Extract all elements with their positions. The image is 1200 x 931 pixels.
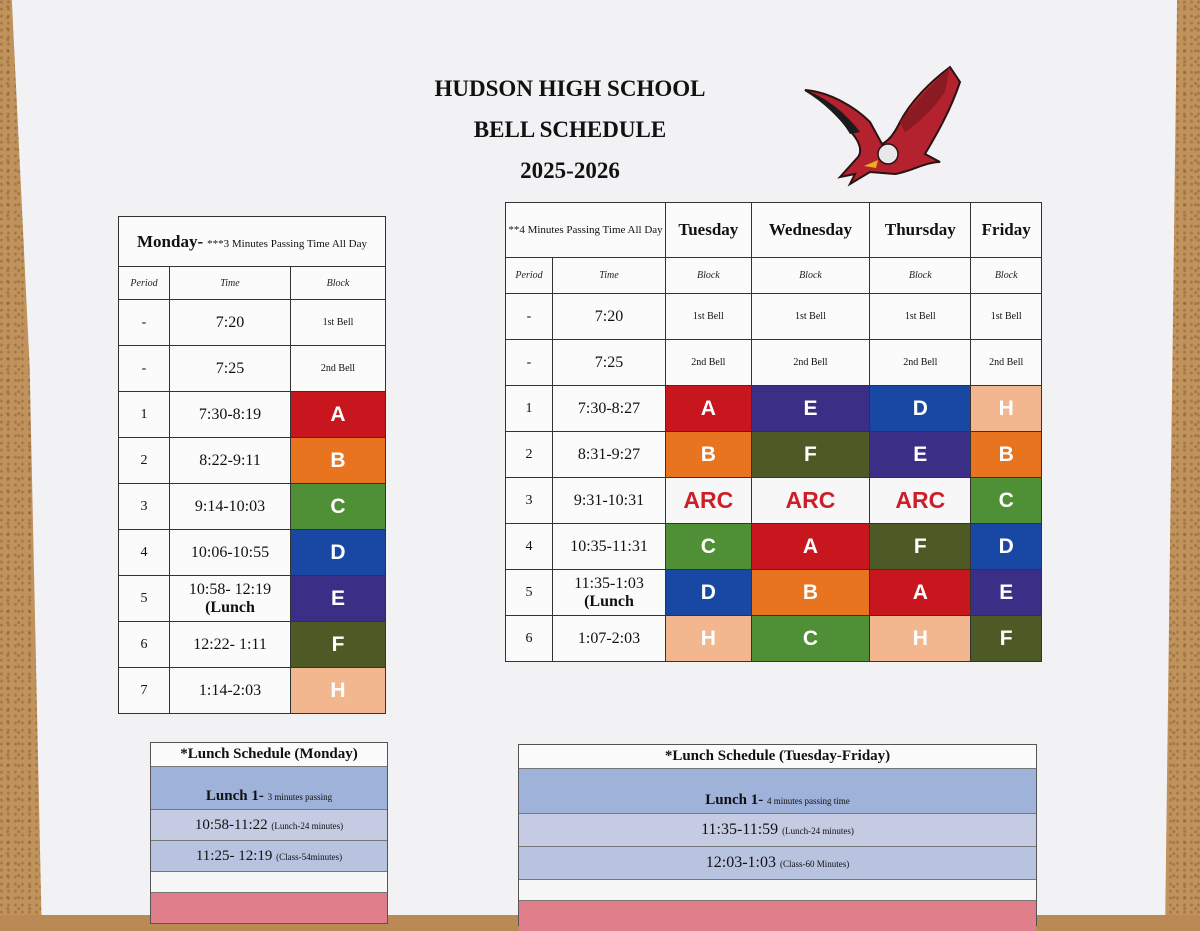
day-header-tuesday: Tuesday [666, 203, 752, 258]
week-period-cell: - [506, 340, 553, 386]
week-time-cell [553, 478, 666, 524]
school-year: 2025-2026 [520, 158, 620, 183]
block-cell-thursday: D [870, 386, 971, 432]
monday-row [119, 346, 386, 392]
week-period-cell: 5 [506, 570, 553, 616]
lunch-monday-next-row [151, 892, 387, 923]
lunch-tf-row-2-time: 12:03-1:03 [705, 854, 776, 871]
lunch-monday-row-2-note: (Class-54minutes) [276, 852, 343, 862]
lunch-tf-row-1-note: (Lunch-24 minutes) [782, 826, 854, 836]
monday-passing-note: ***3 Minutes Passing Time All Day [207, 237, 367, 250]
weekday-row [506, 386, 1042, 432]
monday-period-cell: 7 [119, 668, 170, 714]
monday-time-cell-text: 7:25 [215, 359, 245, 377]
week-period-cell: 4 [506, 524, 553, 570]
weekday-row [506, 294, 1042, 340]
block-cell-friday: E [971, 570, 1042, 616]
monday-block-cell: A [291, 392, 386, 438]
monday-period-cell: 4 [119, 530, 170, 576]
title-block [400, 68, 740, 191]
block-cell-wednesday: B [751, 570, 869, 616]
lunch-tf-spacer [519, 879, 1036, 900]
block-cell-wednesday: 1st Bell [751, 294, 869, 340]
monday-time-cell-text: 7:30-8:19 [198, 405, 262, 423]
week-time-cell [553, 524, 666, 570]
monday-schedule-table [118, 216, 386, 714]
block-cell-wednesday: ARC [751, 478, 869, 524]
monday-block-cell: 1st Bell [291, 300, 386, 346]
lunch-tf-next-row [519, 900, 1036, 931]
block-cell-thursday: E [870, 432, 971, 478]
block-col-header-wednesday: Block [751, 258, 869, 294]
day-header-wednesday: Wednesday [751, 203, 869, 258]
block-cell-friday: C [971, 478, 1042, 524]
weekday-row [506, 432, 1042, 478]
block-cell-thursday: 2nd Bell [870, 340, 971, 386]
block-cell-friday: 2nd Bell [971, 340, 1042, 386]
block-cell-thursday: 1st Bell [870, 294, 971, 340]
lunch-monday-row-1-note: (Lunch-24 minutes) [271, 821, 344, 831]
monday-period-cell: 6 [119, 622, 170, 668]
monday-row [119, 392, 386, 438]
weekday-row [506, 478, 1042, 524]
block-cell-tuesday: D [666, 570, 752, 616]
week-time-cell-text: 7:30-8:27 [577, 399, 641, 417]
block-col-header-thursday: Block [870, 258, 971, 294]
monday-period-cell: 3 [119, 484, 170, 530]
eagle-mascot-icon [800, 62, 970, 192]
lunch-tf-row-2-note: (Class-60 Minutes) [779, 859, 850, 869]
block-cell-thursday: H [870, 616, 971, 662]
block-cell-thursday: A [870, 570, 971, 616]
week-time-cell [553, 616, 666, 662]
block-cell-wednesday: E [751, 386, 869, 432]
week-period-cell: 6 [506, 616, 553, 662]
monday-period-cell: 1 [119, 392, 170, 438]
week-time-col-header: Time [553, 258, 666, 294]
monday-block-cell: 2nd Bell [291, 346, 386, 392]
block-cell-tuesday: H [666, 616, 752, 662]
week-time-cell-lunch-note: (Lunch [584, 592, 634, 610]
weekday-row [506, 340, 1042, 386]
lunch-tf-row-1-time: 11:35-11:59 [701, 821, 779, 838]
block-cell-friday: D [971, 524, 1042, 570]
block-cell-tuesday: B [666, 432, 752, 478]
week-time-cell-text: 8:31-9:27 [577, 445, 641, 463]
week-time-cell [553, 570, 666, 616]
week-time-cell [553, 340, 666, 386]
monday-time-cell [170, 392, 291, 438]
lunch-monday-heading-text: Lunch 1- [205, 788, 264, 804]
lunch-monday-row-1 [151, 809, 387, 840]
block-cell-friday: H [971, 386, 1042, 432]
lunch-tf-row-1 [519, 813, 1036, 846]
block-cell-wednesday: F [751, 432, 869, 478]
lunch-monday-heading [151, 766, 387, 809]
monday-row [119, 300, 386, 346]
monday-block-cell: E [291, 576, 386, 622]
monday-block-cell: B [291, 438, 386, 484]
monday-row [119, 622, 386, 668]
monday-header-cell [119, 217, 386, 267]
monday-time-cell [170, 438, 291, 484]
week-period-cell: - [506, 294, 553, 340]
lunch-monday-row-1-time: 10:58-11:22 [194, 817, 268, 833]
monday-time-cell-text: 1:14-2:03 [198, 681, 262, 699]
monday-day-label: Monday- [137, 231, 204, 251]
week-period-cell: 2 [506, 432, 553, 478]
day-header-friday: Friday [971, 203, 1042, 258]
monday-period-cell: - [119, 346, 170, 392]
week-time-cell [553, 386, 666, 432]
lunch-tf-heading [519, 768, 1036, 813]
monday-time-cell-lunch-note: (Lunch [205, 598, 255, 616]
monday-rows [119, 300, 386, 714]
monday-time-cell-text: 12:22- 1:11 [193, 635, 267, 653]
block-cell-friday: F [971, 616, 1042, 662]
lunch-schedule-monday [150, 742, 388, 924]
block-cell-tuesday: 2nd Bell [666, 340, 752, 386]
monday-time-cell-text: 7:20 [215, 313, 245, 331]
monday-row [119, 668, 386, 714]
weekday-row [506, 570, 1042, 616]
week-time-cell [553, 294, 666, 340]
block-cell-tuesday: A [666, 386, 752, 432]
lunch-monday-row-2-time: 11:25- 12:19 [195, 848, 273, 864]
monday-time-cell [170, 622, 291, 668]
lunch-monday-heading-note: 3 minutes passing [267, 792, 333, 802]
weekday-passing-note: **4 Minutes Passing Time All Day [506, 203, 666, 258]
monday-time-cell [170, 300, 291, 346]
monday-period-col-header: Period [119, 267, 170, 300]
schedule-title: BELL SCHEDULE [473, 117, 667, 142]
block-col-header-friday: Block [971, 258, 1042, 294]
tuesday-friday-schedule-table [505, 202, 1042, 662]
monday-time-cell-text: 10:58- 12:19 [188, 580, 272, 598]
lunch-monday-title: *Lunch Schedule (Monday) [180, 746, 358, 762]
monday-period-cell: - [119, 300, 170, 346]
monday-block-cell: H [291, 668, 386, 714]
monday-time-cell [170, 530, 291, 576]
monday-time-cell-text: 10:06-10:55 [190, 543, 270, 561]
monday-row [119, 438, 386, 484]
week-time-cell-text: 9:31-10:31 [573, 491, 645, 509]
monday-period-cell: 5 [119, 576, 170, 622]
lunch-tf-row-2 [519, 846, 1036, 879]
monday-time-col-header: Time [170, 267, 291, 300]
block-cell-friday: B [971, 432, 1042, 478]
weekday-row [506, 524, 1042, 570]
lunch-tf-heading-text: Lunch 1- [705, 792, 764, 808]
monday-row [119, 576, 386, 622]
day-header-thursday: Thursday [870, 203, 971, 258]
block-cell-thursday: ARC [870, 478, 971, 524]
block-cell-tuesday: ARC [666, 478, 752, 524]
lunch-tf-heading-note: 4 minutes passing time [766, 796, 850, 806]
lunch-schedule-tuesday-friday [518, 744, 1037, 926]
week-time-cell-text: 1:07-2:03 [577, 629, 641, 647]
block-cell-friday: 1st Bell [971, 294, 1042, 340]
block-cell-thursday: F [870, 524, 971, 570]
monday-time-cell-text: 8:22-9:11 [199, 451, 261, 469]
week-time-cell [553, 432, 666, 478]
monday-block-cell: D [291, 530, 386, 576]
week-time-cell-text: 11:35-1:03 [574, 574, 644, 592]
monday-period-cell: 2 [119, 438, 170, 484]
weekday-rows [506, 294, 1042, 662]
monday-time-cell [170, 668, 291, 714]
week-period-cell: 3 [506, 478, 553, 524]
block-cell-tuesday: 1st Bell [666, 294, 752, 340]
monday-block-col-header: Block [291, 267, 386, 300]
monday-time-cell [170, 346, 291, 392]
lunch-monday-row-2 [151, 840, 387, 871]
week-time-cell-text: 7:20 [594, 307, 624, 325]
week-time-cell-text: 10:35-11:31 [570, 537, 648, 555]
school-name: HUDSON HIGH SCHOOL [434, 76, 706, 101]
monday-time-cell [170, 484, 291, 530]
block-cell-wednesday: 2nd Bell [751, 340, 869, 386]
week-time-cell-text: 7:25 [594, 353, 624, 371]
monday-row [119, 530, 386, 576]
week-period-cell: 1 [506, 386, 553, 432]
monday-time-cell-text: 9:14-10:03 [194, 497, 266, 515]
block-cell-wednesday: A [751, 524, 869, 570]
monday-block-cell: F [291, 622, 386, 668]
monday-time-cell [170, 576, 291, 622]
lunch-tf-title: *Lunch Schedule (Tuesday-Friday) [664, 748, 891, 764]
monday-row [119, 484, 386, 530]
block-cell-wednesday: C [751, 616, 869, 662]
monday-block-cell: C [291, 484, 386, 530]
week-period-col-header: Period [506, 258, 553, 294]
lunch-monday-spacer [151, 871, 387, 892]
block-cell-tuesday: C [666, 524, 752, 570]
weekday-row [506, 616, 1042, 662]
block-col-header-tuesday: Block [666, 258, 752, 294]
